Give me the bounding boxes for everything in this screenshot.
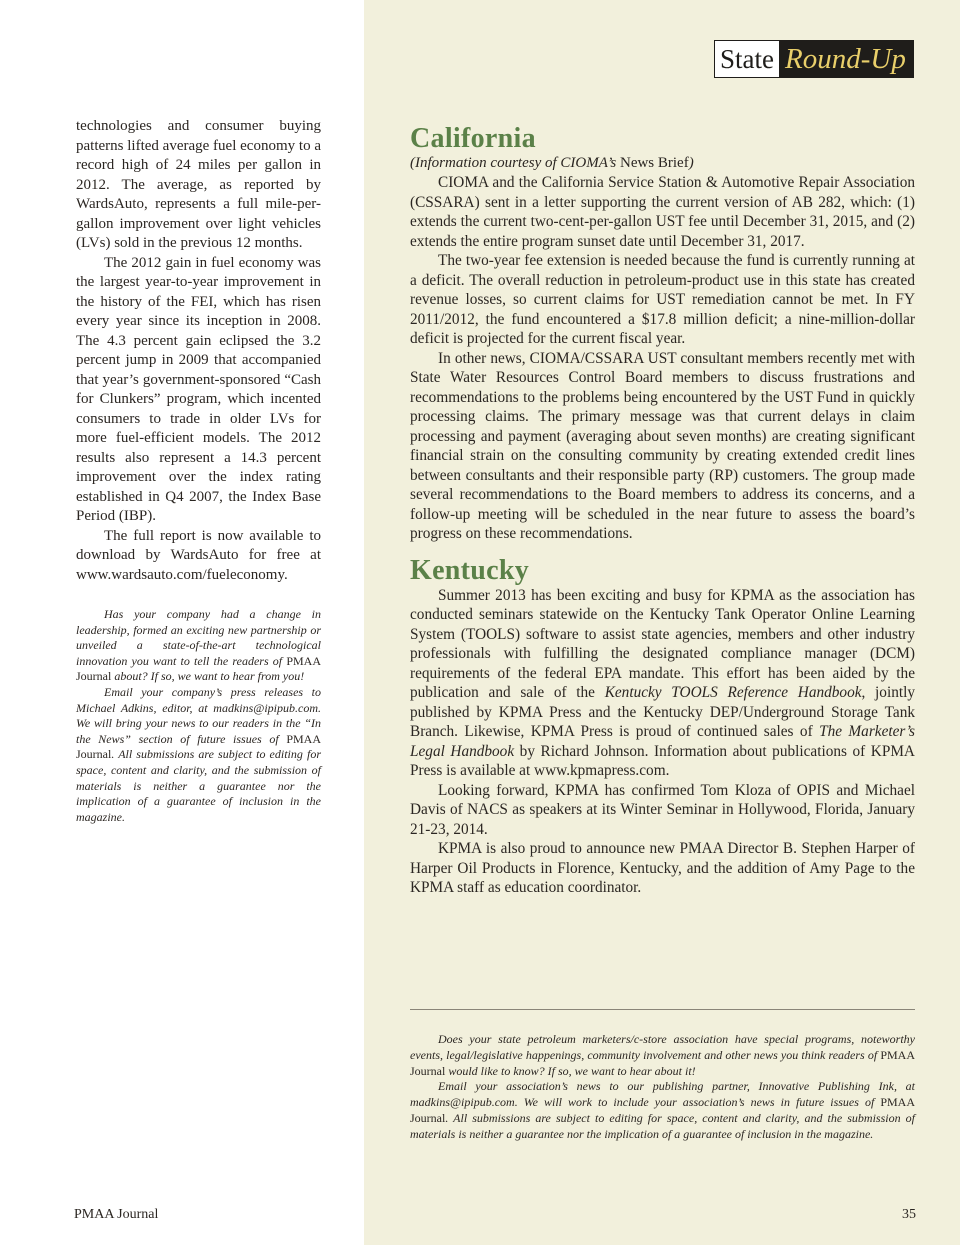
- credit-text: ): [688, 155, 694, 171]
- section-divider: [410, 1009, 915, 1010]
- left-column: [76, 117, 321, 825]
- journal-name: PMAA Journal: [410, 1095, 915, 1125]
- bottom-note-text: would like to know? If so, we want to hear about it!: [445, 1063, 696, 1078]
- bottom-note-text: Does your state petroleum marketers/c-store association have special programs, noteworthy events, legal/legislative happenings, community involvement and other news you think readers of: [410, 1032, 915, 1062]
- state-roundup-header: [714, 40, 914, 78]
- left-note-text: Has your company had a change in leadership, formed an exciting new partnership or unveiled a state-of-the-art technological innovation you want to tell the readers of: [76, 607, 321, 668]
- california-heading: California: [410, 123, 536, 154]
- kentucky-text: by Richard Johnson. Information about publications of KPMA Press is available at www.kpmapress.com.: [410, 742, 915, 779]
- journal-name: PMAA Journal: [76, 653, 321, 684]
- left-note-text: . All submissions are subject to editing for space, content and clarity, and the submission of materials is neither a guarantee nor the implication of a guarantee of inclusion in the magazine.: [76, 747, 321, 824]
- header-roundup-label: Round-Up: [779, 41, 913, 77]
- california-paragraph-3: In other news, CIOMA/CSSARA UST consultant members recently met with State Water Resources Control Board members to discuss frustrations and recommendations to the problems being encountered by the UST Fund in quickly processing claims. The primary message was that current delays in claim processing and payment (averaging about seven months) are creating significant financial strain on the consulting community by creating extended credit lines between consultants and their responsible party (RP) customers. The group made several recommendations to the Board members to address its concerns, and a follow-up meeting will be scheduled in the near future to assess the board’s progress on these recommendations.: [410, 349, 915, 542]
- page-number: 35: [902, 1207, 916, 1222]
- kentucky-paragraph-2: Looking forward, KPMA has confirmed Tom Kloza of OPIS and Michael Davis of NACS as speakers at its Winter Seminar in Hollywood, Florida, January 21-23, 2014.: [410, 781, 915, 838]
- credit-source: News Brief: [619, 155, 689, 171]
- bottom-note-paragraph-2: [410, 1079, 915, 1142]
- left-note-paragraph-2: [76, 685, 321, 825]
- california-paragraph-1: CIOMA and the California Service Station & Automotive Repair Association (CSSARA) sent in a letter supporting the current version of AB 282, which: (1) extends the current two-cent-per-gallon UST fee until December 31, 2015, and (2) extends the entire program sunset date until December 31, 2017.: [410, 174, 915, 250]
- left-paragraph-2: The 2012 gain in fuel economy was the largest year-to-year improvement in the history of the FEI, which has risen every year since its inception in 2008. The 4.3 percent gain eclipsed the 3.2 percent jump in 2009 that accompanied that year’s government-sponsored “Cash for Clunkers” program, which incented consumers to trade in older LVs for more fuel-efficient models. The 2012 results also represent a 14.3 percent improvement over the index rating established in Q4 2007, the Index Base Period (IBP).: [76, 254, 321, 524]
- journal-name: PMAA Journal: [410, 1047, 915, 1078]
- left-note-text: about? If so, we want to hear from you!: [111, 669, 305, 684]
- kentucky-section: [410, 556, 915, 898]
- kentucky-text: , jointly published by KPMA Press and the Kentucky DEP/Underground Storage Tank Branch. Likewise, KPMA Press is proud of continued sales of: [410, 684, 915, 740]
- right-column: [410, 124, 915, 898]
- kentucky-heading: Kentucky: [410, 554, 530, 586]
- california-paragraph-2: The two-year fee extension is needed because the fund is currently running at a deficit. The overall reduction in petroleum-product use in this state has created revenue losses, so current claims for UST remediation cannot be met. In FY 2011/2012, the fund encountered a $17.8 million deficit; a nine-million-dollar deficit is projected for the current fiscal year.: [410, 252, 915, 347]
- bottom-note-text: . All submissions are subject to editing for space, content and clarity, and the submission of materials is neither a guarantee nor the implication of a guarantee of inclusion in the magazine.: [410, 1110, 915, 1141]
- california-credit: [410, 154, 915, 173]
- footer-publication: PMAA Journal: [74, 1207, 159, 1222]
- left-paragraph-3: The full report is now available to download by WardsAuto for free at www.wardsauto.com/fueleconomy.: [76, 527, 321, 583]
- book-title: Kentucky TOOLS Reference Handbook: [604, 684, 862, 701]
- kentucky-text: Summer 2013 has been exciting and busy for KPMA as the association has conducted seminars statewide on the Kentucky Tank Operator Online Learning System (TOOLS) software to assist state agencies, members and other industry professionals with fulfilling the designated compliance manager (DCM) requirements of the federal EPA mandate. This effort has been aided by the publication and sale of the: [410, 586, 915, 701]
- book-title: The Marketer’s Legal Handbook: [410, 723, 915, 760]
- california-section: [410, 124, 915, 544]
- kentucky-paragraph-3: KPMA is also proud to announce new PMAA Director B. Stephen Harper of Harper Oil Products in Florence, Kentucky, and the addition of Amy Page to the KPMA staff as education coordinator.: [410, 840, 915, 896]
- header-state-label: State: [715, 41, 779, 77]
- kentucky-paragraph-1: [410, 586, 915, 781]
- credit-text: (Information courtesy of CIOMA’s: [410, 155, 620, 171]
- left-paragraph-1: technologies and consumer buying patterns lifted average fuel economy to a record high of 24 miles per gallon in 2012. The average, as reported by WardsAuto, represents a full mile-per-gallon improvement over light vehicles (LVs) sold in the previous 12 months.: [76, 118, 321, 251]
- bottom-note-text: Email your association’s news to our publishing partner, Innovative Publishing Ink, at madkins@ipipub.com. We will work to include your association’s news in future issues of: [410, 1079, 915, 1110]
- left-note-text: Email your company’s press releases to Michael Adkins, editor, at madkins@ipipub.com. We will bring your news to our readers in the “In the News” section of future issues of: [76, 684, 321, 746]
- news-submission-note: [76, 607, 321, 825]
- bottom-note-paragraph-1: [410, 1032, 915, 1079]
- journal-name: PMAA Journal: [76, 731, 321, 762]
- association-news-note: [410, 1032, 915, 1143]
- left-note-paragraph-1: [76, 607, 321, 685]
